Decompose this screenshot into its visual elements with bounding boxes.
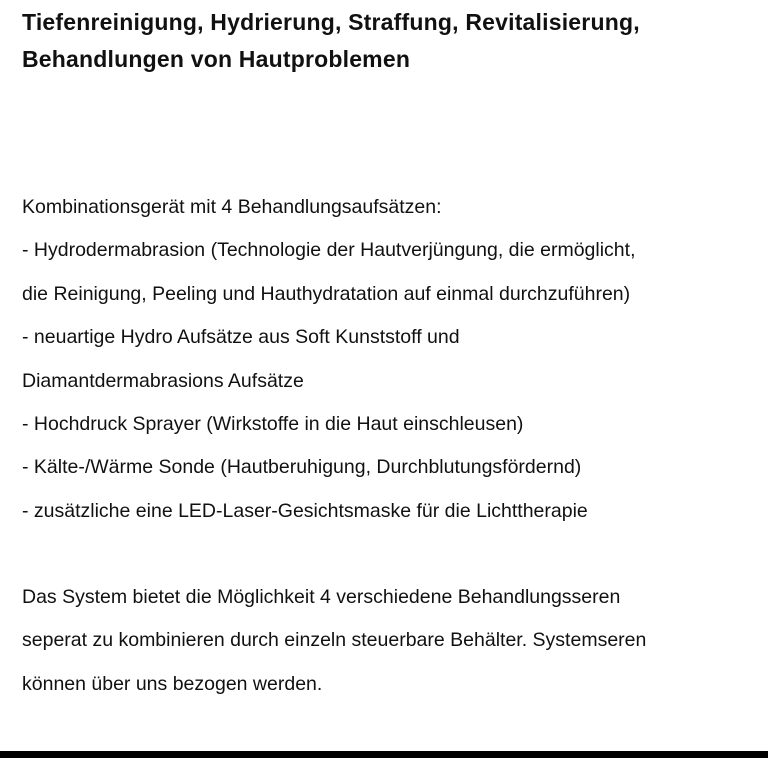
system-line: seperat zu kombinieren durch einzeln steuerbare Behälter. Systemseren <box>22 629 647 652</box>
feature-line: - Hochdruck Sprayer (Wirkstoffe in die Haut einschleusen) <box>22 413 524 436</box>
features-intro: Kombinationsgerät mit 4 Behandlungsaufsätzen: <box>22 196 442 218</box>
feature-line: - Kälte-/Wärme Sonde (Hautberuhigung, Durchblutungsfördernd) <box>22 456 582 479</box>
system-line: können über uns bezogen werden. <box>22 672 323 695</box>
feature-line: - neuartige Hydro Aufsätze aus Soft Kunststoff und <box>22 326 460 349</box>
heading-line-1: Tiefenreinigung, Hydrierung, Straffung, Revitalisierung, <box>22 9 640 35</box>
heading-line-2: Behandlungen von Hautproblemen <box>22 46 411 72</box>
system-line: Das System bietet die Möglichkeit 4 verschiedene Behandlungsseren <box>22 586 621 608</box>
feature-line: die Reinigung, Peeling und Hauthydratation auf einmal durchzuführen) <box>22 282 631 305</box>
system-paragraph <box>22 576 768 706</box>
bottom-divider-bar <box>0 751 768 758</box>
page-heading <box>22 4 762 78</box>
features-paragraph <box>22 186 768 533</box>
feature-line: Diamantdermabrasions Aufsätze <box>22 369 304 392</box>
feature-line: - Hydrodermabrasion (Technologie der Hautverjüngung, die ermöglicht, <box>22 239 636 262</box>
feature-line: - zusätzliche eine LED-Laser-Gesichtsmaske für die Lichttherapie <box>22 499 588 522</box>
